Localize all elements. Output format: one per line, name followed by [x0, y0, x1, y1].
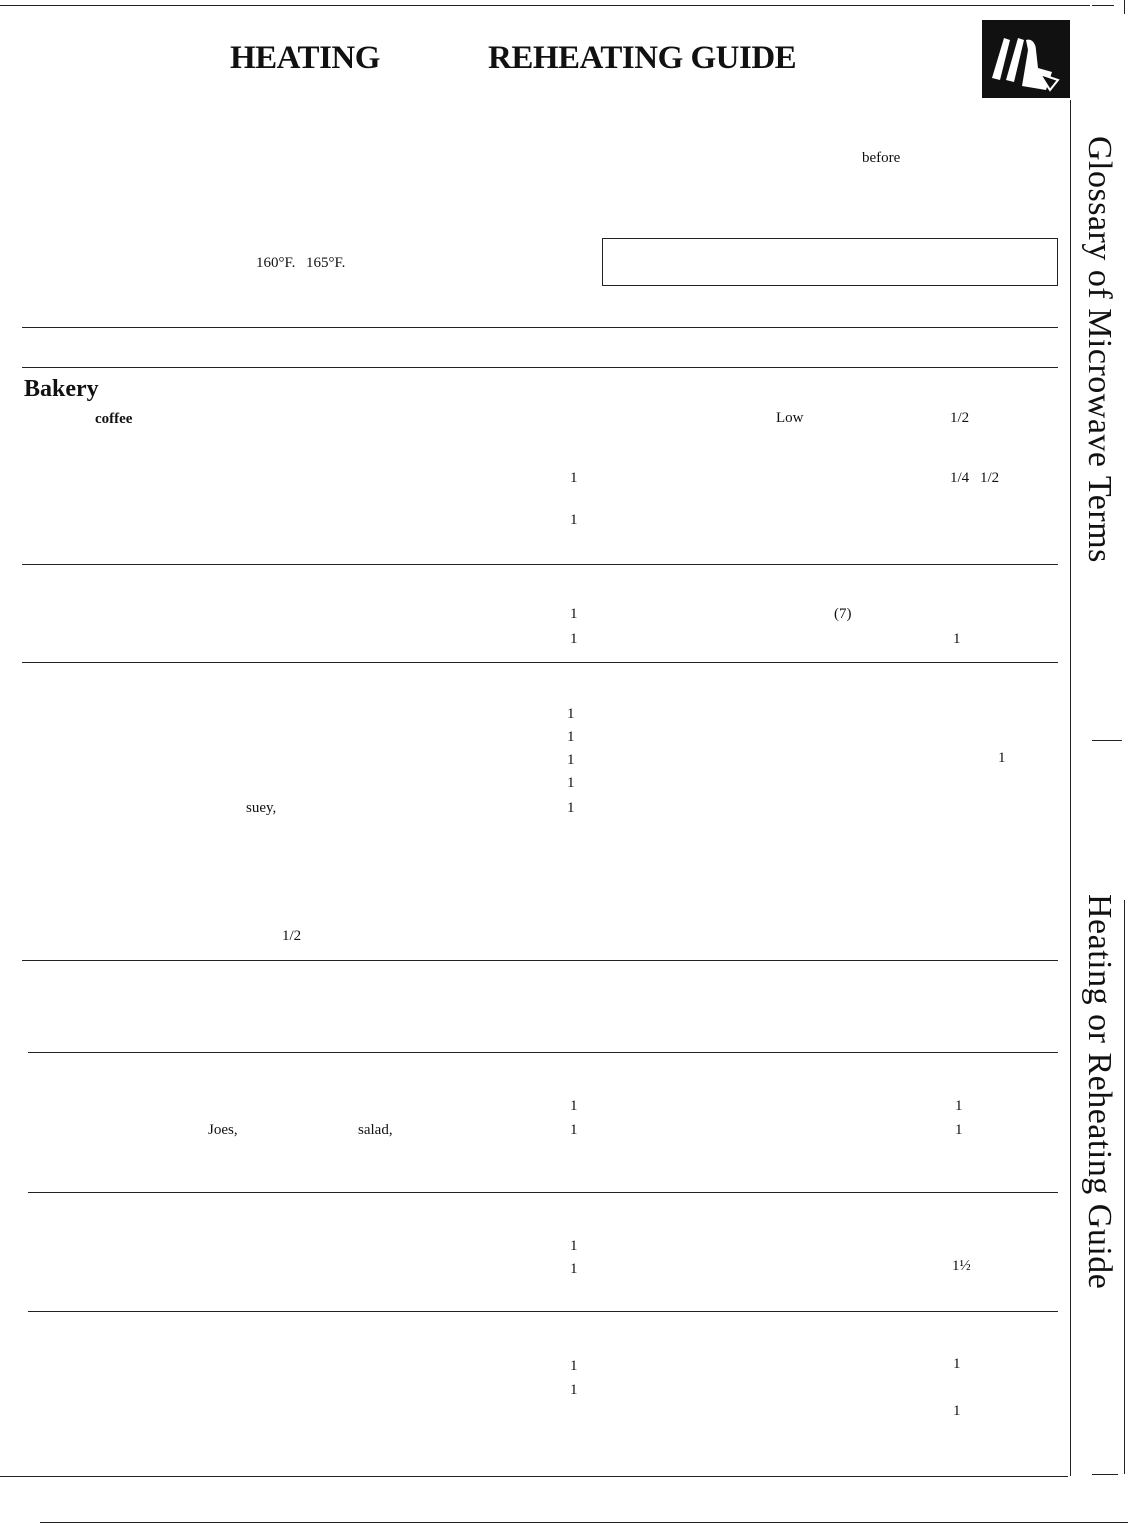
section-rule-2	[22, 662, 1058, 663]
row3-time-1: 1	[998, 750, 1006, 766]
row2-qty-1b: 1	[570, 631, 578, 647]
tab-separator	[1092, 740, 1122, 741]
row3-qty-1e: 1	[567, 800, 575, 816]
side-tab-glossary[interactable]: Glossary of Microwave Terms	[1081, 136, 1118, 563]
table-header-rule-bottom	[22, 367, 1058, 368]
section-rule-6	[28, 1311, 1058, 1312]
top-border	[0, 5, 1090, 6]
row5-qty-1b: 1	[570, 1122, 578, 1138]
side-tab-heating-guide[interactable]: Heating or Reheating Guide	[1081, 894, 1118, 1290]
hand-pointing-icon	[982, 20, 1070, 98]
row5-joes: Joes,	[208, 1122, 238, 1138]
row3-qty-1b: 1	[567, 729, 575, 745]
row3-qty-1d: 1	[567, 775, 575, 791]
bakery-qty-1a: 1	[570, 470, 578, 486]
tab-outer-line-b	[1124, 900, 1125, 1474]
bakery-coffee-text: coffee	[95, 411, 133, 427]
text-temp-165: 165°F.	[306, 255, 346, 271]
text-temp-160: 160°F.	[256, 255, 296, 271]
row6-qty-1b: 1	[570, 1261, 578, 1277]
row7-qty-1a: 1	[570, 1358, 578, 1374]
bottom-border	[0, 1476, 1068, 1477]
bakery-time-quarter: 1/4	[950, 470, 970, 486]
row6-time-1-half: 1½	[952, 1258, 971, 1274]
row3-suey: suey,	[246, 800, 277, 816]
row3-qty-1c: 1	[567, 752, 575, 768]
row5-time-1b: 1	[955, 1122, 963, 1138]
tab-top-mark	[1092, 5, 1114, 6]
row2-time-1: 1	[953, 631, 961, 647]
row3-qty-1a: 1	[567, 706, 575, 722]
section-rule-3	[22, 960, 1058, 961]
tab-divider-line	[1070, 100, 1071, 1476]
bakery-time-half-b: 1/2	[980, 470, 1000, 486]
section-rule-1	[22, 564, 1058, 565]
section-bakery-heading: Bakery	[24, 376, 99, 402]
row3-half: 1/2	[282, 928, 302, 944]
row2-qty-1a: 1	[570, 606, 578, 622]
row5-salad: salad,	[358, 1122, 393, 1138]
row7-time-1b: 1	[953, 1403, 961, 1419]
tab-outer-line-a	[1124, 0, 1125, 14]
tab-end-mark	[1092, 1474, 1118, 1475]
row5-time-1a: 1	[955, 1098, 963, 1114]
page-title-left: HEATING	[230, 40, 380, 76]
bakery-power-low: Low	[776, 410, 804, 426]
table-header-rule-top	[22, 327, 1058, 328]
bakery-time-half: 1/2	[950, 410, 970, 426]
row5-qty-1a: 1	[570, 1098, 578, 1114]
page-title-right: REHEATING GUIDE	[488, 40, 797, 76]
row2-power-7: (7)	[834, 606, 852, 622]
row7-qty-1b: 1	[570, 1382, 578, 1398]
section-rule-4	[28, 1052, 1058, 1053]
row6-qty-1a: 1	[570, 1238, 578, 1254]
page-footer-rule	[40, 1522, 1128, 1523]
text-before: before	[862, 150, 901, 166]
bakery-qty-1b: 1	[570, 512, 578, 528]
note-box	[602, 238, 1058, 286]
row7-time-1a: 1	[953, 1356, 961, 1372]
section-rule-5	[28, 1192, 1058, 1193]
